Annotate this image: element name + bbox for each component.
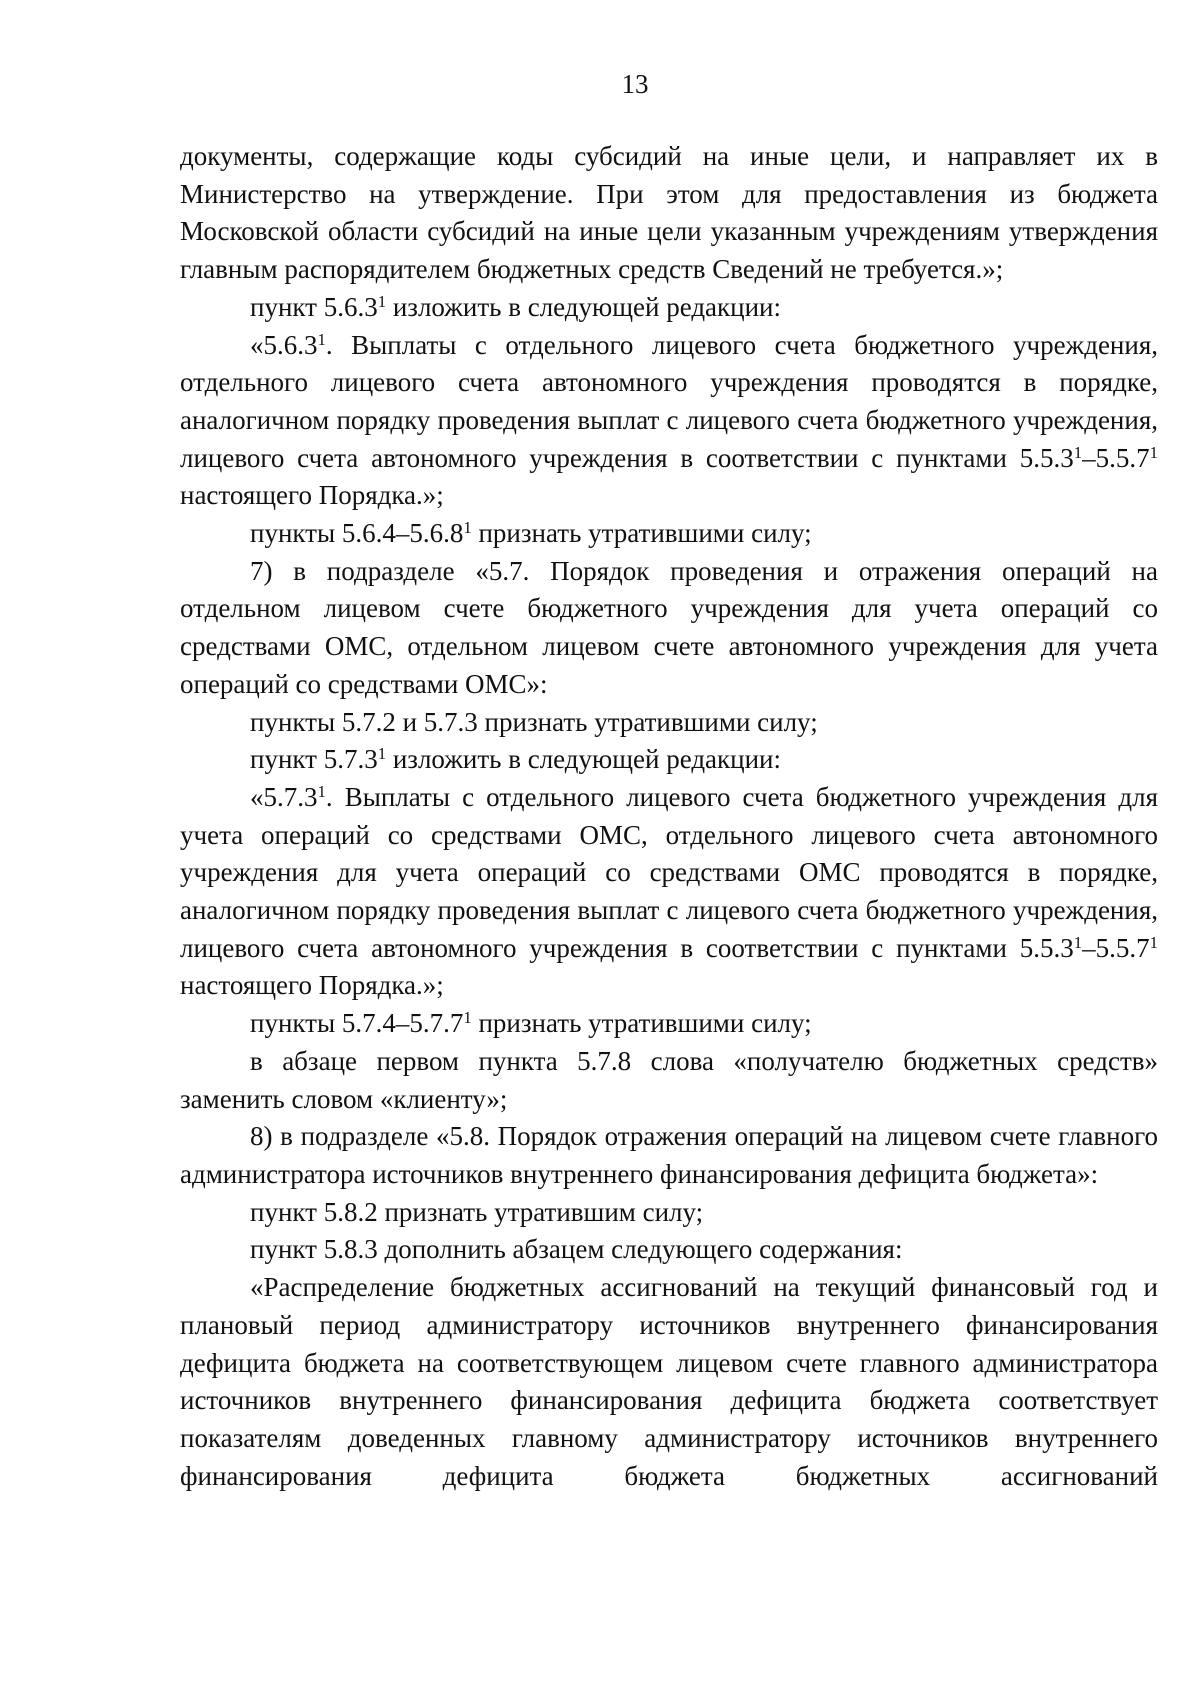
paragraph-p13	[180, 1231, 1158, 1269]
paragraph-p1	[180, 138, 1158, 289]
superscript: 1	[377, 744, 387, 764]
text-segment: пункты 5.7.4–5.7.7	[250, 1008, 464, 1039]
paragraph-p12	[180, 1194, 1158, 1232]
text-segment: признать утратившими силу;	[471, 518, 812, 549]
text-segment: . Выплаты с отдельного лицевого счета бюджетного учреждения для учета операций со средствами ОМС, отдельного лицевого счета автономного учреждения для учета операций со средствами ОМС проводятся в порядке, аналогичном порядку проведения выплат с лицевого счета бюджетного учреждения, лицевого счета автономного учреждения в соответствии с пунктами 5.5.3	[180, 781, 1158, 963]
text-segment: «5.7.3	[250, 781, 318, 812]
superscript: 1	[1073, 932, 1083, 952]
text-segment: настоящего Порядка.»;	[180, 970, 444, 1001]
superscript: 1	[463, 1007, 472, 1027]
paragraph-p7	[180, 741, 1158, 779]
text-segment: пункт 5.6.3	[250, 291, 378, 322]
text-segment: 8) в подразделе «5.8. Порядок отражения операций на лицевом счете главного администратора источников внутреннего финансирования дефицита бюджета»:	[180, 1121, 1158, 1189]
text-segment: . Выплаты с отдельного лицевого счета бюджетного учреждения, отдельного лицевого счета автономного учреждения проводятся в порядке, аналогичном порядку проведения выплат с лицевого счета бюджетного учреждения, лицевого счета автономного учреждения в соответствии с пунктами 5.5.3	[180, 329, 1158, 473]
superscript: 1	[463, 517, 472, 537]
superscript: 1	[1073, 442, 1083, 462]
document-body	[180, 138, 1158, 1495]
paragraph-p14	[180, 1269, 1158, 1495]
text-segment: пункты 5.7.2 и 5.7.3 признать утратившими силу;	[250, 706, 818, 737]
superscript: 1	[1149, 932, 1158, 952]
text-segment: пункт 5.8.2 признать утратившим силу;	[250, 1196, 704, 1227]
text-segment: –5.5.7	[1082, 442, 1150, 473]
text-segment: пункты 5.6.4–5.6.8	[250, 518, 464, 549]
text-segment: пункт 5.8.3 дополнить абзацем следующего содержания:	[250, 1234, 903, 1265]
text-segment: «Распределение бюджетных ассигнований на текущий финансовый год и плановый период администратору источников внутреннего финансирования дефицита бюджета на соответствующем лицевом счете главного администратора источников внутреннего финансирования дефицита бюджета соответствует показателям доведенных главному администратору источников внутреннего финансирования дефицита бюджета бюджетных ассигнований	[180, 1272, 1158, 1491]
text-segment: пункт 5.7.3	[250, 744, 378, 775]
paragraph-p10	[180, 1043, 1158, 1118]
text-segment: документы, содержащие коды субсидий на иные цели, и направляет их в Министерство на утверждение. При этом для предоставления из бюджета Московской области субсидий на иные цели указанным учреждениям утверждения главным распорядителем бюджетных средств Сведений не требуется.»;	[180, 141, 1158, 285]
paragraph-p6	[180, 704, 1158, 742]
text-segment: –5.5.7	[1082, 932, 1150, 963]
text-segment: в абзаце первом пункта 5.7.8 слова «получателю бюджетных средств» заменить словом «клиенту»;	[180, 1045, 1158, 1114]
superscript: 1	[317, 781, 326, 801]
text-segment: изложить в следующей редакции:	[386, 744, 782, 775]
superscript: 1	[1149, 442, 1158, 462]
superscript: 1	[317, 329, 326, 349]
paragraph-p4	[180, 515, 1158, 553]
text-segment: «5.6.3	[250, 329, 318, 360]
paragraph-p3	[180, 327, 1158, 516]
page-number: 13	[621, 69, 649, 99]
paragraph-p11	[180, 1118, 1158, 1193]
paragraph-p2	[180, 289, 1158, 327]
superscript: 1	[377, 291, 387, 311]
paragraph-p5	[180, 553, 1158, 704]
text-segment: 7) в подразделе «5.7. Порядок проведения и отражения операций на отдельном лицевом счете бюджетного учреждения для учета операций со средствами ОМС, отдельном лицевом счете автономного учреждения для учета операций со средствами ОМС»:	[180, 555, 1158, 699]
text-segment: настоящего Порядка.»;	[180, 480, 444, 511]
text-segment: признать утратившими силу;	[471, 1008, 812, 1039]
paragraph-p9	[180, 1005, 1158, 1043]
paragraph-p8	[180, 779, 1158, 1005]
text-segment: изложить в следующей редакции:	[386, 291, 782, 322]
